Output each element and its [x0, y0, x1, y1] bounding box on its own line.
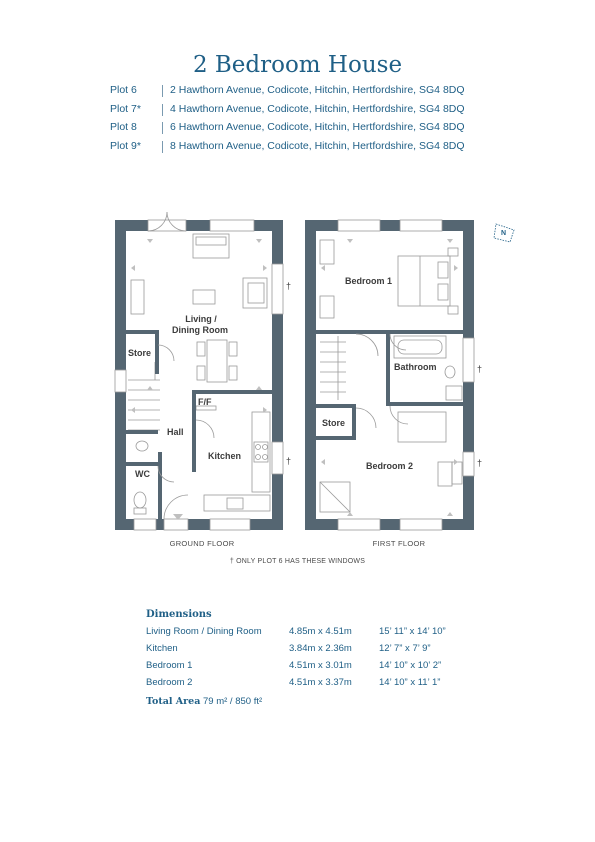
toilet	[445, 366, 455, 378]
sofa	[131, 280, 144, 314]
floor-label-ground: GROUND FLOOR	[169, 539, 235, 548]
window	[210, 220, 254, 231]
dim-imperial: 14’ 10” x 10’ 2”	[379, 660, 442, 671]
room-label-ff: F/F	[198, 397, 212, 407]
floor-label-first: FIRST FLOOR	[372, 539, 426, 548]
plot-label: Plot 9*	[110, 139, 141, 152]
window	[210, 519, 250, 530]
room-label-kitchen: Kitchen	[208, 451, 242, 461]
dagger-mark: †	[477, 458, 483, 468]
dagger-mark: †	[477, 364, 483, 374]
window	[400, 220, 442, 231]
window	[463, 338, 474, 382]
plot-address: 2 Hawthorn Avenue, Codicote, Hitchin, Hertfordshire, SG4 8DQ	[170, 84, 465, 96]
bedside-table	[448, 306, 458, 314]
room-label-bedroom1: Bedroom 1	[345, 276, 393, 286]
dim-imperial: 14’ 10” x 11’ 1”	[379, 677, 441, 688]
plot-label: Plot 8	[110, 121, 137, 134]
dim-imperial: 15’ 11” x 14’ 10”	[379, 626, 446, 637]
dimensions-heading: Dimensions	[146, 609, 212, 620]
sink	[227, 498, 243, 509]
french-doors	[148, 220, 186, 231]
total-area-label: Total Area	[146, 696, 201, 707]
plot-label: Plot 7*	[110, 102, 141, 115]
windows-note: † ONLY PLOT 6 HAS THESE WINDOWS	[229, 558, 366, 565]
room-label-bedroom2: Bedroom 2	[366, 461, 414, 471]
dim-metric: 4.51m x 3.01m	[289, 660, 352, 671]
basin	[136, 441, 148, 451]
dim-metric: 4.51m x 3.37m	[289, 677, 352, 688]
dim-room: Kitchen	[146, 643, 178, 654]
plot-label: Plot 6	[110, 84, 137, 96]
plot-address: 8 Hawthorn Avenue, Codicote, Hitchin, Hertfordshire, SG4 8DQ	[170, 139, 465, 152]
dining-table	[207, 340, 227, 382]
total-area-value: 79 m² / 850 ft²	[203, 696, 263, 707]
window	[400, 519, 442, 530]
dimensions-table	[146, 609, 476, 707]
sofa	[193, 234, 229, 258]
desk	[452, 462, 462, 484]
coffee-table	[193, 290, 215, 304]
room-label-dining: Dining Room	[172, 325, 228, 335]
bedside-table	[438, 462, 452, 486]
dim-room: Bedroom 2	[146, 677, 193, 688]
compass-label: N	[501, 230, 507, 237]
bath	[394, 336, 446, 358]
dim-metric: 3.84m x 2.36m	[289, 643, 352, 654]
plot-address: 4 Hawthorn Avenue, Codicote, Hitchin, Hertfordshire, SG4 8DQ	[170, 102, 465, 115]
window	[115, 370, 126, 392]
total-area	[146, 696, 476, 707]
dim-room: Living Room / Dining Room	[146, 626, 262, 637]
basin	[446, 386, 462, 400]
room-label-store-first: Store	[322, 418, 346, 428]
kitchen-worktop	[252, 412, 270, 492]
armchair	[243, 278, 267, 308]
staircase	[320, 336, 346, 400]
window	[338, 519, 380, 530]
staircase	[128, 380, 160, 430]
room-label-bathroom: Bathroom	[394, 362, 437, 372]
room-label-store: Store	[128, 348, 152, 358]
dim-metric: 4.85m x 4.51m	[289, 626, 352, 637]
table-row	[146, 660, 476, 677]
dim-room: Bedroom 1	[146, 660, 193, 671]
window	[272, 264, 283, 314]
table-row	[146, 643, 476, 660]
table-row	[146, 677, 476, 694]
room-label-living: Living /	[185, 314, 217, 324]
front-door	[164, 519, 188, 530]
bed	[398, 412, 446, 442]
dagger-mark: †	[286, 281, 292, 291]
bed	[398, 256, 450, 306]
window	[338, 220, 380, 231]
window	[134, 519, 156, 530]
dim-imperial: 12’ 7” x 7’ 9”	[379, 643, 431, 654]
page-title: 2 Bedroom House	[192, 52, 403, 78]
room-label-hall: Hall	[167, 427, 184, 437]
window	[272, 442, 283, 474]
toilet	[134, 492, 146, 508]
dagger-mark: †	[286, 456, 292, 466]
plot-address: 6 Hawthorn Avenue, Codicote, Hitchin, Hertfordshire, SG4 8DQ	[170, 121, 465, 134]
wardrobe	[320, 240, 334, 264]
ground-floor-walls	[115, 220, 283, 530]
table-row	[146, 626, 476, 643]
window	[463, 452, 474, 476]
bedside-table	[448, 248, 458, 256]
chest-of-drawers	[320, 296, 334, 318]
room-label-wc: WC	[135, 469, 150, 479]
